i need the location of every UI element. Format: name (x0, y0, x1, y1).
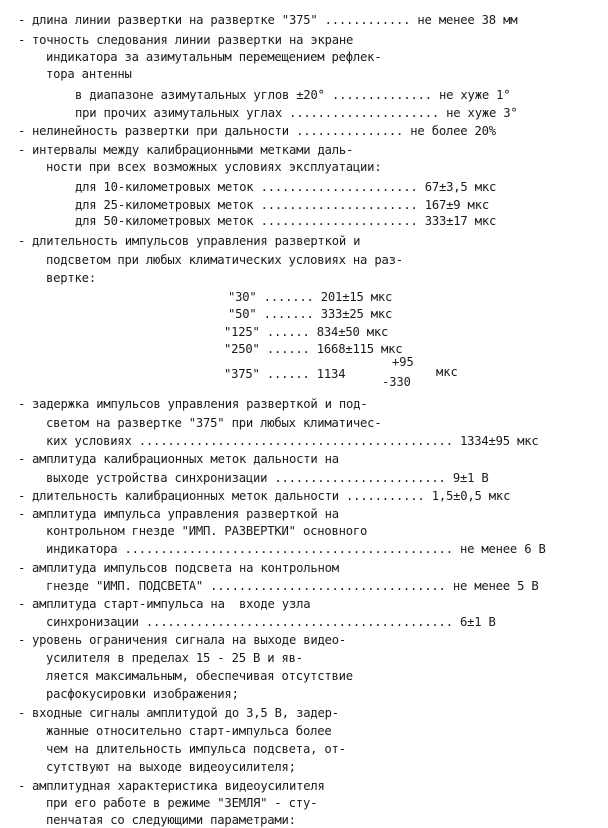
list-bullet-dash: - (18, 597, 26, 611)
text-line: синхронизации ........................................... 6±1 В (46, 615, 496, 629)
text-line: амплитудная характеристика видеоусилителя (32, 779, 325, 793)
text-line: в диапазоне азимутальных углов ±20° .............. не хуже 1° (75, 88, 511, 102)
text-line: выходе устройства синхронизации ........................ 9±1 В (46, 471, 489, 485)
text-line: длительность калибрационных меток дальности ........... 1,5±0,5 мкс (32, 489, 511, 503)
list-bullet-dash: - (18, 507, 26, 521)
list-bullet-dash: - (18, 143, 26, 157)
list-bullet-dash: - (18, 706, 26, 720)
list-bullet-dash: - (18, 397, 26, 411)
text-line: длина линии развертки на развертке "375" ............ не менее 38 мм (32, 13, 518, 27)
text-line: для 25-километровых меток ...................... 167±9 мкс (75, 198, 489, 212)
text-line: пенчатая со следующими параметрами: (46, 813, 296, 827)
text-line: точность следования линии развертки на экране (32, 33, 354, 47)
tolerance-minus: -330 (382, 375, 411, 389)
list-bullet-dash: - (18, 779, 26, 793)
text-line: сутствуют на выходе видеоусилителя; (46, 760, 296, 774)
text-line: усилителя в пределах 15 - 25 В и яв- (46, 651, 303, 665)
text-line: контрольном гнезде "ИМП. РАЗВЕРТКИ" основного (46, 524, 368, 538)
text-line: "375" ...... 1134 (224, 367, 346, 381)
text-line: "250" ...... 1668±115 мкс (224, 342, 403, 356)
text-line: индикатора .............................................. не менее 6 В (46, 542, 546, 556)
text-line: ности при всех возможных условиях эксплуатации: (46, 160, 382, 174)
text-line: "125" ...... 834±50 мкс (224, 325, 389, 339)
text-line: ких условиях ............................................ 1334±95 мкс (46, 434, 539, 448)
text-line: для 50-километровых меток ...................... 333±17 мкс (75, 214, 497, 228)
text-line: амплитуда импульса управления разверткой на (32, 507, 339, 521)
text-line: интервалы между калибрационными метками даль- (32, 143, 354, 157)
text-line: жанные относительно старт-импульса более (46, 724, 332, 738)
text-line: гнезде "ИМП. ПОДСВЕТА" ................................. не менее 5 В (46, 579, 539, 593)
text-line: уровень ограничения сигнала на выходе видео- (32, 633, 347, 647)
text-line: длительность импульсов управления разверткой и (32, 234, 361, 248)
list-bullet-dash: - (18, 33, 26, 47)
text-line: амплитуда старт-импульса на входе узла (32, 597, 311, 611)
text-line: нелинейность развертки при дальности ............... не более 20% (32, 124, 496, 138)
list-bullet-dash: - (18, 234, 26, 248)
text-line: амплитуда импульсов подсвета на контрольном (32, 561, 339, 575)
text-line: задержка импульсов управления разверткой и под- (32, 397, 368, 411)
text-line: подсветом при любых климатических условиях на раз- (46, 253, 403, 267)
text-line: расфокусировки изображения; (46, 687, 239, 701)
tolerance-plus: +95 (392, 355, 414, 369)
text-line: чем на длительность импульса подсвета, от- (46, 742, 346, 756)
text-line: при прочих азимутальных углах ..................... не хуже 3° (75, 106, 518, 120)
text-line: амплитуда калибрационных меток дальности на (32, 452, 339, 466)
text-line: входные сигналы амплитудой до 3,5 В, задер- (32, 706, 339, 720)
list-bullet-dash: - (18, 13, 26, 27)
list-bullet-dash: - (18, 633, 26, 647)
text-line: при его работе в режиме "ЗЕМЛЯ" - сту- (46, 796, 318, 810)
text-line: вертке: (46, 271, 96, 285)
text-line: тора антенны (46, 67, 132, 81)
list-bullet-dash: - (18, 124, 26, 138)
text-line: ляется максимальным, обеспечивая отсутствие (46, 669, 353, 683)
text-line: индикатора за азимутальным перемещением рефлек- (46, 50, 382, 64)
text-line: для 10-километровых меток ...................... 67±3,5 мкс (75, 180, 497, 194)
list-bullet-dash: - (18, 561, 26, 575)
text-line: светом на развертке "375" при любых климатичес- (46, 416, 382, 430)
list-bullet-dash: - (18, 452, 26, 466)
text-line: "30" ....... 201±15 мкс (228, 290, 393, 304)
tolerance-unit: мкс (436, 365, 458, 379)
list-bullet-dash: - (18, 489, 26, 503)
text-line: "50" ....... 333±25 мкс (228, 307, 393, 321)
